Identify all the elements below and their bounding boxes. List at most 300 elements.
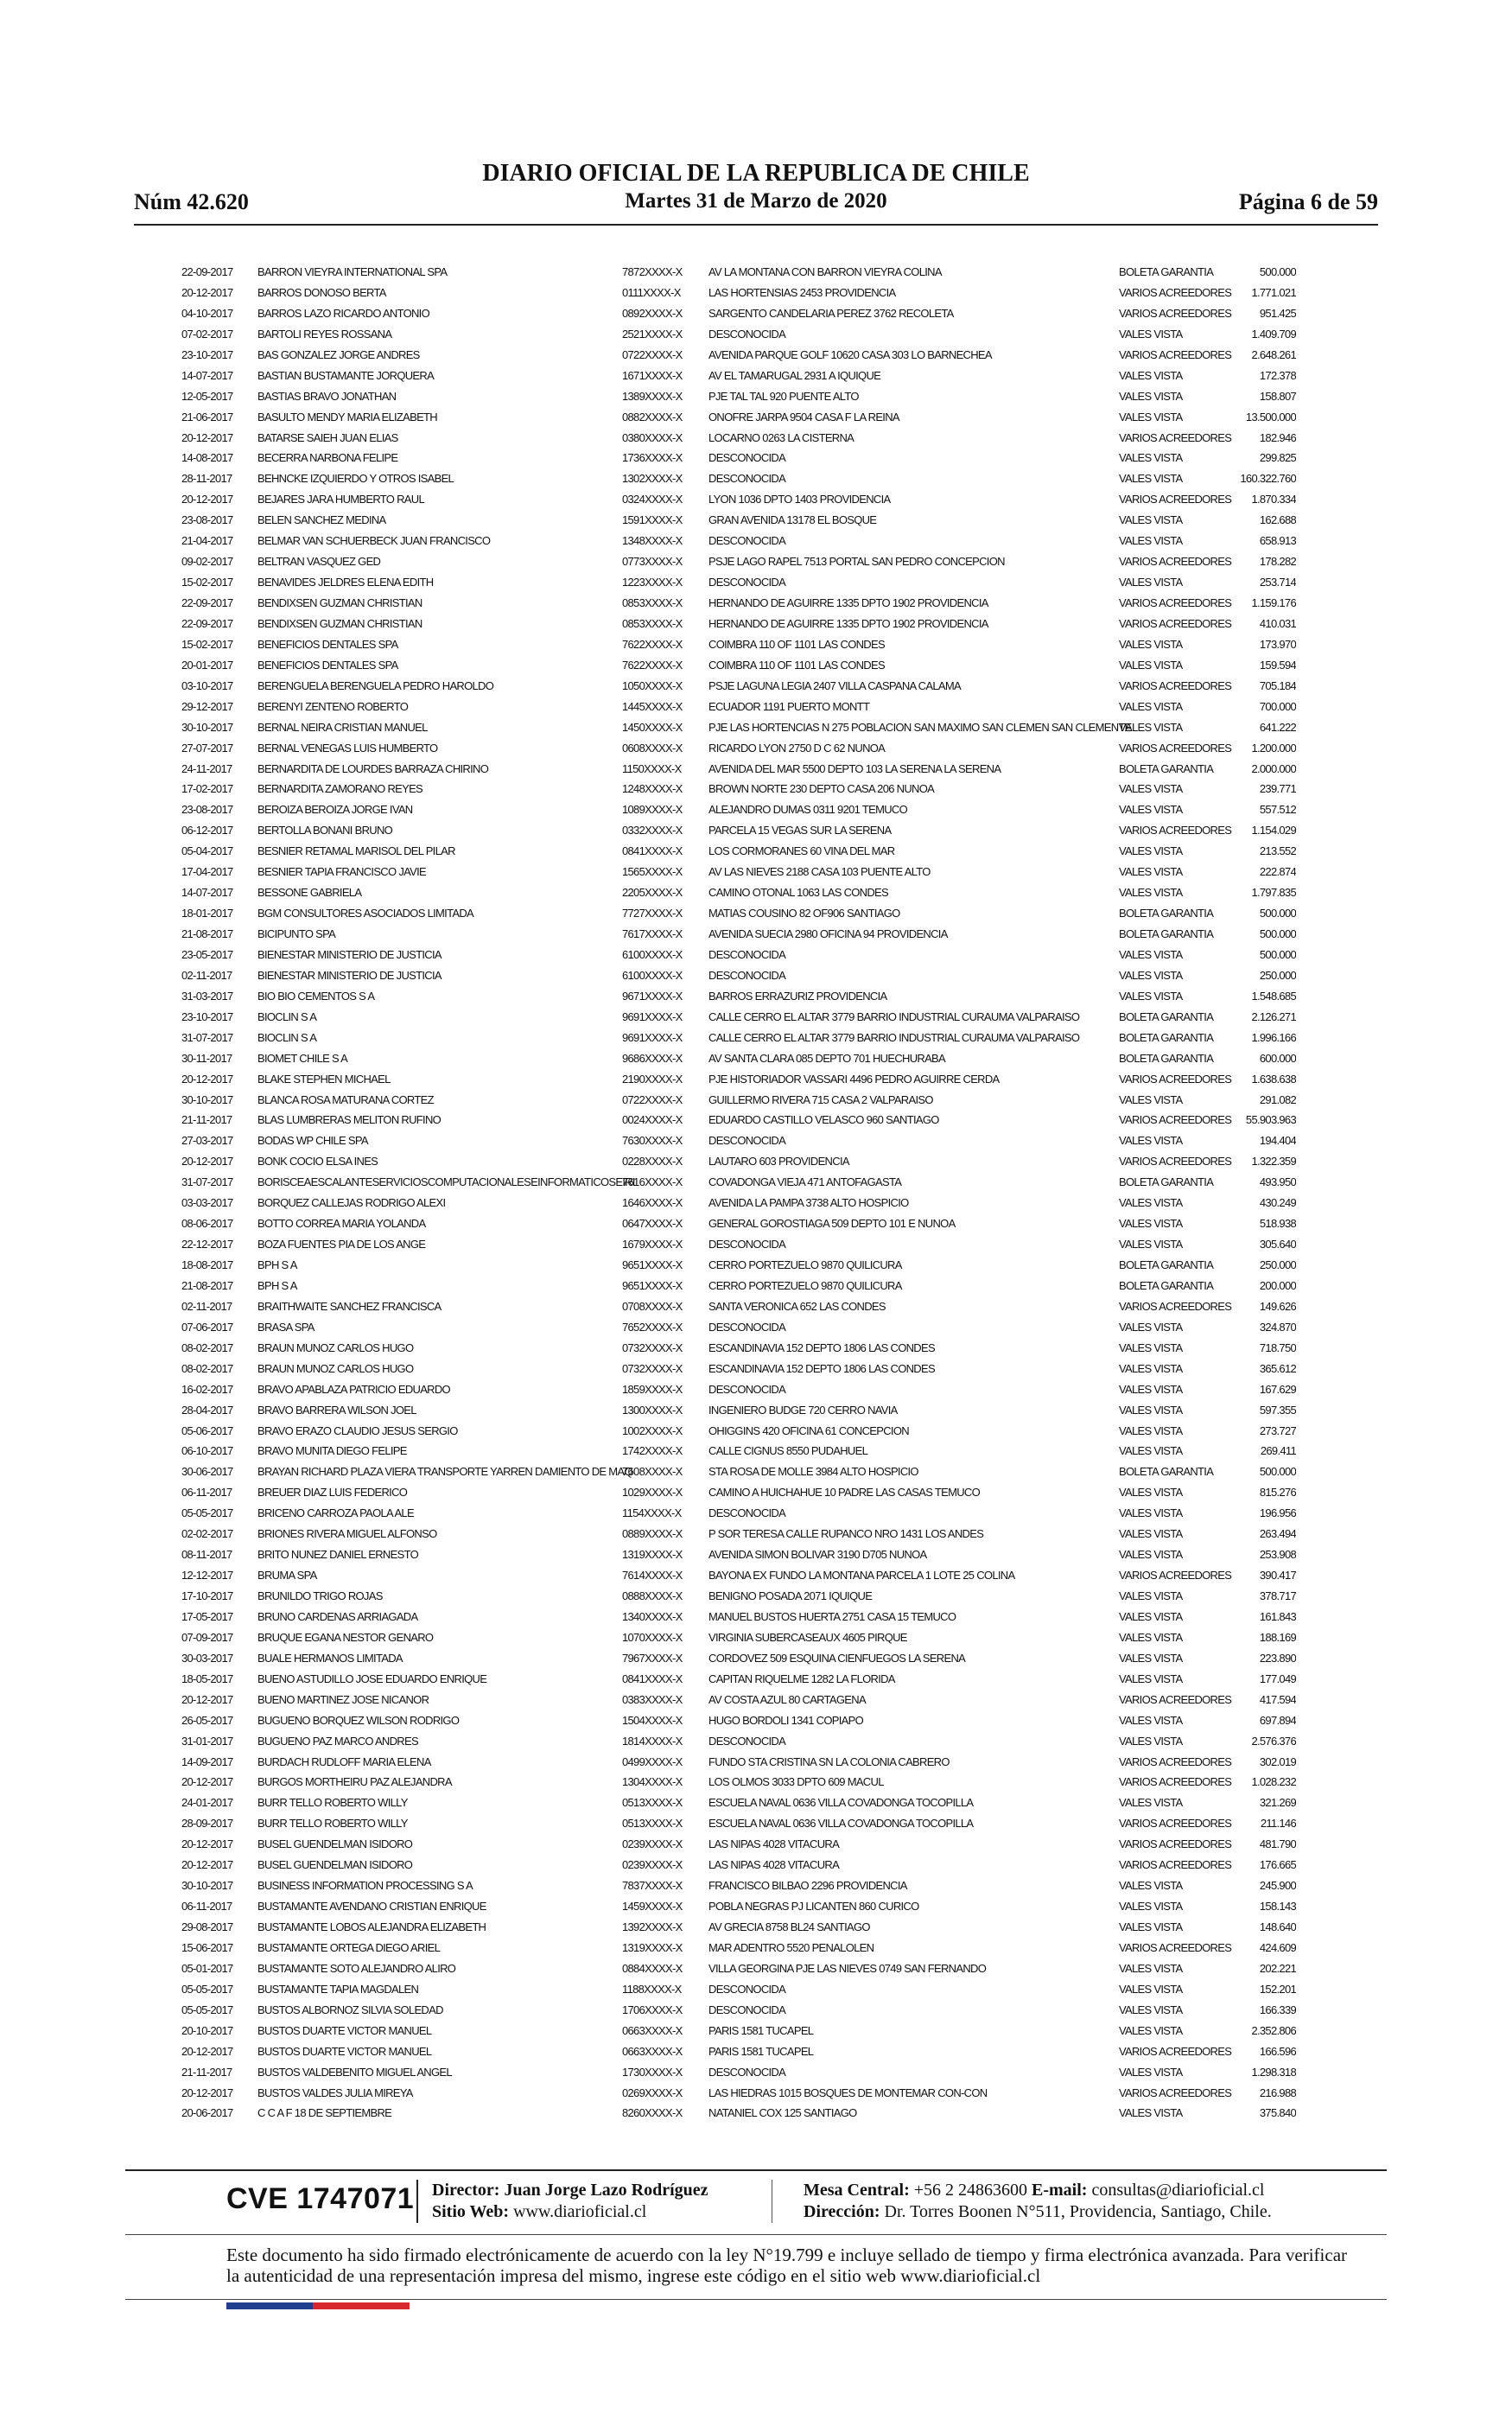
row-rut: 1304XXXX-X <box>622 1775 683 1789</box>
row-rut: 1814XXXX-X <box>622 1734 683 1748</box>
row-name: BIENESTAR MINISTERIO DE JUSTICIA <box>257 947 442 961</box>
row-date: 08-02-2017 <box>181 1341 233 1354</box>
row-address: LAS NIPAS 4028 VITACURA <box>708 1837 840 1851</box>
row-date: 23-08-2017 <box>181 803 233 817</box>
row-address: CAMINO A HUICHAHUE 10 PADRE LAS CASAS TEMUCO <box>708 1486 981 1500</box>
row-date: 20-12-2017 <box>181 1837 233 1851</box>
row-type: VALES VISTA <box>1119 1548 1183 1562</box>
row-type: VALES VISTA <box>1119 2023 1183 2037</box>
newspaper-title: DIARIO OFICIAL DE LA REPUBLICA DE CHILE <box>482 160 1030 187</box>
row-name: BGM CONSULTORES ASOCIADOS LIMITADA <box>257 907 473 920</box>
row-type: VALES VISTA <box>1119 1361 1183 1375</box>
row-name: BOZA FUENTES PIA DE LOS ANGE <box>257 1238 426 1251</box>
table-row <box>181 1793 1296 1813</box>
row-name: BESSONE GABRIELA <box>257 886 362 900</box>
row-address: LYON 1036 DPTO 1403 PROVIDENCIA <box>708 493 891 506</box>
row-type: VARIOS ACREEDORES <box>1119 1837 1232 1851</box>
row-type: VARIOS ACREEDORES <box>1119 1299 1232 1313</box>
row-address: PARIS 1581 TUCAPEL <box>708 2044 814 2058</box>
row-address: ALEJANDRO DUMAS 0311 9201 TEMUCO <box>708 803 907 817</box>
row-address: RICARDO LYON 2750 D C 62 NUNOA <box>708 741 886 755</box>
table-row <box>181 2041 1296 2062</box>
row-rut: 1730XXXX-X <box>622 2065 683 2079</box>
table-row <box>181 2021 1296 2041</box>
row-type: VARIOS ACREEDORES <box>1119 306 1232 320</box>
row-amount: 557.512 <box>1259 803 1296 817</box>
row-amount: 173.970 <box>1259 637 1296 651</box>
table-row <box>181 324 1296 345</box>
row-name: BODAS WP CHILE SPA <box>257 1134 368 1148</box>
table-row <box>181 1359 1296 1379</box>
row-rut: 1565XXXX-X <box>622 865 683 879</box>
table-row <box>181 1462 1296 1482</box>
row-rut: 7727XXXX-X <box>622 907 683 920</box>
row-rut: 0722XXXX-X <box>622 347 683 361</box>
row-date: 28-04-2017 <box>181 1403 233 1417</box>
row-name: BECERRA NARBONA FELIPE <box>257 451 398 465</box>
row-address: ONOFRE JARPA 9504 CASA F LA REINA <box>708 410 899 424</box>
row-address: COIMBRA 110 OF 1101 LAS CONDES <box>708 658 885 672</box>
email-label: E-mail: <box>1032 2181 1088 2200</box>
row-type: VARIOS ACREEDORES <box>1119 596 1232 609</box>
row-amount: 417.594 <box>1259 1692 1296 1706</box>
row-rut: 8260XXXX-X <box>622 2106 683 2120</box>
row-name: BUGUENO PAZ MARCO ANDRES <box>257 1734 418 1748</box>
row-type: VALES VISTA <box>1119 1527 1183 1541</box>
row-rut: 2205XXXX-X <box>622 886 683 900</box>
row-type: VALES VISTA <box>1119 1382 1183 1396</box>
row-rut: 0663XXXX-X <box>622 2044 683 2058</box>
row-address: DESCONOCIDA <box>708 968 786 982</box>
table-row <box>181 1151 1296 1172</box>
row-address: MANUEL BUSTOS HUERTA 2751 CASA 15 TEMUCO <box>708 1609 956 1623</box>
row-address: DESCONOCIDA <box>708 472 786 486</box>
row-type: VALES VISTA <box>1119 1961 1183 1975</box>
row-address: PARIS 1581 TUCAPEL <box>708 2023 814 2037</box>
row-amount: 172.378 <box>1259 368 1296 382</box>
row-rut: 7622XXXX-X <box>622 658 683 672</box>
row-type: VALES VISTA <box>1119 1672 1183 1685</box>
row-address: ESCUELA NAVAL 0636 VILLA COVADONGA TOCOPILLA <box>708 1796 974 1810</box>
row-rut: 0892XXXX-X <box>622 306 683 320</box>
row-name: BARTOLI REYES ROSSANA <box>257 327 392 341</box>
row-date: 21-06-2017 <box>181 410 233 424</box>
row-date: 27-07-2017 <box>181 741 233 755</box>
row-address: DESCONOCIDA <box>708 1506 786 1520</box>
row-address: SARGENTO CANDELARIA PEREZ 3762 RECOLETA <box>708 306 954 320</box>
table-row <box>181 1193 1296 1213</box>
row-address: DESCONOCIDA <box>708 451 786 465</box>
row-amount: 161.843 <box>1259 1609 1296 1623</box>
row-address: DESCONOCIDA <box>708 327 786 341</box>
row-name: BENEFICIOS DENTALES SPA <box>257 658 398 672</box>
row-date: 22-09-2017 <box>181 616 233 630</box>
row-rut: 1319XXXX-X <box>622 1940 683 1954</box>
row-address: AVENIDA SIMON BOLIVAR 3190 D705 NUNOA <box>708 1548 927 1562</box>
row-rut: 0513XXXX-X <box>622 1817 683 1831</box>
row-date: 08-11-2017 <box>181 1548 232 1562</box>
row-rut: 6100XXXX-X <box>622 968 683 982</box>
row-address: PARCELA 15 VEGAS SUR LA SERENA <box>708 824 892 837</box>
row-type: VARIOS ACREEDORES <box>1119 741 1232 755</box>
row-type: VARIOS ACREEDORES <box>1119 555 1232 569</box>
row-amount: 597.355 <box>1259 1403 1296 1417</box>
row-rut: 0663XXXX-X <box>622 2023 683 2037</box>
row-rut: 1248XXXX-X <box>622 782 683 796</box>
table-row <box>181 593 1296 614</box>
row-date: 12-05-2017 <box>181 389 233 403</box>
row-name: BURGOS MORTHEIRU PAZ ALEJANDRA <box>257 1775 452 1789</box>
row-amount: 390.417 <box>1259 1569 1296 1583</box>
row-rut: 0499XXXX-X <box>622 1754 683 1768</box>
row-amount: 302.019 <box>1259 1754 1296 1768</box>
table-row <box>181 572 1296 593</box>
site-link[interactable]: www.diarioficial.cl <box>513 2202 647 2221</box>
row-type: VALES VISTA <box>1119 1217 1183 1231</box>
row-rut: 1504XXXX-X <box>622 1713 683 1727</box>
row-rut: 7630XXXX-X <box>622 1134 683 1148</box>
row-rut: 9671XXXX-X <box>622 989 683 1003</box>
table-row <box>181 1813 1296 1834</box>
row-date: 12-12-2017 <box>181 1569 233 1583</box>
row-amount: 239.771 <box>1259 782 1296 796</box>
row-date: 30-11-2017 <box>181 1051 232 1065</box>
row-type: VALES VISTA <box>1119 1982 1183 1996</box>
row-rut: 1089XXXX-X <box>622 803 683 817</box>
table-row <box>181 1544 1296 1565</box>
row-date: 14-08-2017 <box>181 451 233 465</box>
table-row <box>181 1772 1296 1793</box>
row-amount: 223.890 <box>1259 1651 1296 1665</box>
row-amount: 600.000 <box>1259 1051 1296 1065</box>
row-address: MAR ADENTRO 5520 PENALOLEN <box>708 1940 874 1954</box>
row-rut: 7608XXXX-X <box>622 1465 683 1479</box>
table-row <box>181 531 1296 551</box>
row-type: VARIOS ACREEDORES <box>1119 2086 1232 2099</box>
row-date: 08-06-2017 <box>181 1217 233 1231</box>
row-amount: 55.903.963 <box>1245 1113 1296 1127</box>
row-amount: 273.727 <box>1259 1423 1296 1437</box>
row-amount: 202.221 <box>1259 1961 1296 1975</box>
row-name: BRUQUE EGANA NESTOR GENARO <box>257 1630 434 1644</box>
row-date: 18-01-2017 <box>181 907 233 920</box>
row-address: COVADONGA VIEJA 471 ANTOFAGASTA <box>708 1175 902 1189</box>
row-name: BUSINESS INFORMATION PROCESSING S A <box>257 1879 473 1893</box>
table-row <box>181 1669 1296 1690</box>
row-rut: 1002XXXX-X <box>622 1423 683 1437</box>
row-type: VARIOS ACREEDORES <box>1119 430 1232 444</box>
row-date: 05-04-2017 <box>181 844 233 858</box>
footer-top-divider <box>125 2169 1387 2171</box>
table-row <box>181 614 1296 634</box>
row-address: CAPITAN RIQUELME 1282 LA FLORIDA <box>708 1672 895 1685</box>
table-row <box>181 1172 1296 1193</box>
table-row <box>181 1565 1296 1586</box>
row-name: BRITO NUNEZ DANIEL ERNESTO <box>257 1548 418 1562</box>
row-name: BATARSE SAIEH JUAN ELIAS <box>257 430 398 444</box>
row-address: CERRO PORTEZUELO 9870 QUILICURA <box>708 1258 902 1271</box>
row-address: DESCONOCIDA <box>708 1134 786 1148</box>
row-address: LOCARNO 0263 LA CISTERNA <box>708 430 854 444</box>
table-row <box>181 1482 1296 1503</box>
footer-contact-block <box>804 2180 1272 2223</box>
row-amount: 1.996.166 <box>1251 1030 1296 1044</box>
row-name: BELMAR VAN SCHUERBECK JUAN FRANCISCO <box>257 534 491 548</box>
row-type: VALES VISTA <box>1119 1238 1183 1251</box>
row-name: BERNAL VENEGAS LUIS HUMBERTO <box>257 741 438 755</box>
row-address: SANTA VERONICA 652 LAS CONDES <box>708 1299 886 1313</box>
row-name: BURR TELLO ROBERTO WILLY <box>257 1817 408 1831</box>
row-rut: 1450XXXX-X <box>622 720 683 734</box>
table-row <box>181 1069 1296 1090</box>
row-amount: 167.629 <box>1259 1382 1296 1396</box>
row-rut: 1742XXXX-X <box>622 1444 683 1458</box>
row-date: 20-12-2017 <box>181 1072 233 1086</box>
issue-number: Núm 42.620 <box>134 189 249 214</box>
row-address: POBLA NEGRAS PJ LICANTEN 860 CURICO <box>708 1900 919 1914</box>
table-row <box>181 428 1296 449</box>
row-type: VALES VISTA <box>1119 1734 1183 1748</box>
row-rut: 1340XXXX-X <box>622 1609 683 1623</box>
row-type: VALES VISTA <box>1119 1630 1183 1644</box>
row-type: VALES VISTA <box>1119 1092 1183 1106</box>
row-name: BUSTOS VALDEBENITO MIGUEL ANGEL <box>257 2065 452 2079</box>
table-row <box>181 1979 1296 2000</box>
row-type: VALES VISTA <box>1119 1506 1183 1520</box>
row-type: VALES VISTA <box>1119 886 1183 900</box>
table-row <box>181 1524 1296 1544</box>
row-amount: 1.200.000 <box>1251 741 1296 755</box>
table-row <box>181 1296 1296 1317</box>
row-date: 22-12-2017 <box>181 1238 233 1251</box>
table-row <box>181 2103 1296 2124</box>
row-date: 28-11-2017 <box>181 472 232 486</box>
row-type: VALES VISTA <box>1119 2065 1183 2079</box>
row-date: 20-01-2017 <box>181 658 233 672</box>
row-rut: 0773XXXX-X <box>622 555 683 569</box>
row-date: 21-08-2017 <box>181 1278 233 1292</box>
row-type: BOLETA GARANTIA <box>1119 1278 1214 1292</box>
row-date: 17-10-2017 <box>181 1589 233 1602</box>
row-name: BENEFICIOS DENTALES SPA <box>257 637 398 651</box>
row-address: DESCONOCIDA <box>708 947 786 961</box>
row-date: 20-12-2017 <box>181 1775 233 1789</box>
row-amount: 378.717 <box>1259 1589 1296 1602</box>
row-address: AV EL TAMARUGAL 2931 A IQUIQUE <box>708 368 881 382</box>
table-row <box>181 551 1296 572</box>
row-address: DESCONOCIDA <box>708 2065 786 2079</box>
row-name: BURR TELLO ROBERTO WILLY <box>257 1796 408 1810</box>
row-type: VALES VISTA <box>1119 368 1183 382</box>
row-amount: 500.000 <box>1259 927 1296 940</box>
row-date: 04-10-2017 <box>181 306 233 320</box>
row-type: VALES VISTA <box>1119 989 1183 1003</box>
row-type: VALES VISTA <box>1119 472 1183 486</box>
row-date: 03-10-2017 <box>181 678 233 692</box>
row-name: BENAVIDES JELDRES ELENA EDITH <box>257 576 434 589</box>
row-type: VALES VISTA <box>1119 513 1183 527</box>
row-name: BUSTOS DUARTE VICTOR MANUEL <box>257 2044 432 2058</box>
row-date: 02-11-2017 <box>181 968 232 982</box>
row-amount: 1.028.232 <box>1251 1775 1296 1789</box>
row-amount: 424.609 <box>1259 1940 1296 1954</box>
row-address: VIRGINIA SUBERCASEAUX 4605 PIRQUE <box>708 1630 907 1644</box>
row-rut: 0269XXXX-X <box>622 2086 683 2099</box>
row-date: 31-07-2017 <box>181 1030 233 1044</box>
row-amount: 375.840 <box>1259 2106 1296 2120</box>
row-type: VARIOS ACREEDORES <box>1119 493 1232 506</box>
row-type: VALES VISTA <box>1119 1423 1183 1437</box>
row-name: BIOCLIN S A <box>257 1009 317 1023</box>
row-rut: 7617XXXX-X <box>622 927 683 940</box>
row-rut: 0853XXXX-X <box>622 596 683 609</box>
table-row <box>181 965 1296 986</box>
row-rut: 1445XXXX-X <box>622 699 683 713</box>
director-label: Director: <box>432 2181 500 2200</box>
row-date: 17-05-2017 <box>181 1609 233 1623</box>
row-date: 24-11-2017 <box>181 761 232 775</box>
row-name: BARROS DONOSO BERTA <box>257 285 386 299</box>
row-rut: 0841XXXX-X <box>622 844 683 858</box>
row-amount: 2.126.271 <box>1251 1009 1296 1023</box>
row-type: VARIOS ACREEDORES <box>1119 347 1232 361</box>
row-amount: 2.576.376 <box>1251 1734 1296 1748</box>
row-date: 07-09-2017 <box>181 1630 233 1644</box>
row-name: BRIONES RIVERA MIGUEL ALFONSO <box>257 1527 437 1541</box>
table-row <box>181 1007 1296 1028</box>
row-amount: 263.494 <box>1259 1527 1296 1541</box>
row-name: BRAITHWAITE SANCHEZ FRANCISCA <box>257 1299 442 1313</box>
row-date: 18-08-2017 <box>181 1258 233 1271</box>
row-date: 23-08-2017 <box>181 513 233 527</box>
row-name: BRICENO CARROZA PAOLA ALE <box>257 1506 414 1520</box>
table-row <box>181 924 1296 945</box>
row-rut: 0111XXXX-X <box>622 285 681 299</box>
table-row <box>181 2083 1296 2104</box>
row-rut: 0884XXXX-X <box>622 1961 683 1975</box>
table-row <box>181 799 1296 820</box>
row-date: 08-02-2017 <box>181 1361 233 1375</box>
row-date: 05-05-2017 <box>181 1506 233 1520</box>
row-address: PJE TAL TAL 920 PUENTE ALTO <box>708 389 859 403</box>
row-name: BUENO MARTINEZ JOSE NICANOR <box>257 1692 429 1706</box>
row-type: VALES VISTA <box>1119 699 1183 713</box>
row-amount: 299.825 <box>1259 451 1296 465</box>
table-row <box>181 1752 1296 1773</box>
row-rut: 1319XXXX-X <box>622 1548 683 1562</box>
table-row <box>181 1441 1296 1462</box>
row-type: BOLETA GARANTIA <box>1119 1009 1214 1023</box>
row-rut: 0608XXXX-X <box>622 741 683 755</box>
row-date: 15-06-2017 <box>181 1940 233 1954</box>
row-amount: 253.714 <box>1259 576 1296 589</box>
row-address: BENIGNO POSADA 2071 IQUIQUE <box>708 1589 873 1602</box>
row-amount: 162.688 <box>1259 513 1296 527</box>
row-rut: 1188XXXX-X <box>622 1982 682 1996</box>
row-type: VALES VISTA <box>1119 947 1183 961</box>
row-rut: 7652XXXX-X <box>622 1320 683 1334</box>
row-amount: 430.249 <box>1259 1196 1296 1210</box>
address-text: Dr. Torres Boonen N°511, Providencia, Santiago, Chile. <box>884 2202 1272 2221</box>
row-rut: 2190XXXX-X <box>622 1072 683 1086</box>
row-rut: 0882XXXX-X <box>622 410 683 424</box>
row-date: 21-11-2017 <box>181 1113 232 1127</box>
row-rut: 9691XXXX-X <box>622 1030 683 1044</box>
row-address: CALLE CERRO EL ALTAR 3779 BARRIO INDUSTRIAL CURAUMA VALPARAISO <box>708 1030 1080 1044</box>
row-date: 27-03-2017 <box>181 1134 233 1148</box>
row-rut: 9651XXXX-X <box>622 1278 683 1292</box>
row-date: 30-03-2017 <box>181 1651 233 1665</box>
row-address: FUNDO STA CRISTINA SN LA COLONIA CABRERO <box>708 1754 950 1768</box>
row-date: 09-02-2017 <box>181 555 233 569</box>
row-date: 23-05-2017 <box>181 947 233 961</box>
row-rut: 0889XXXX-X <box>622 1527 683 1541</box>
row-type: VARIOS ACREEDORES <box>1119 1569 1232 1583</box>
row-rut: 0228XXXX-X <box>622 1155 683 1169</box>
row-type: VARIOS ACREEDORES <box>1119 1775 1232 1789</box>
row-date: 21-08-2017 <box>181 927 233 940</box>
row-amount: 250.000 <box>1259 1258 1296 1271</box>
row-date: 06-12-2017 <box>181 824 233 837</box>
row-type: BOLETA GARANTIA <box>1119 265 1214 278</box>
row-name: BIO BIO CEMENTOS S A <box>257 989 375 1003</box>
row-rut: 0324XXXX-X <box>622 493 683 506</box>
row-name: BUSTAMANTE LOBOS ALEJANDRA ELIZABETH <box>257 1920 486 1933</box>
row-type: VARIOS ACREEDORES <box>1119 1072 1232 1086</box>
row-rut: 0024XXXX-X <box>622 1113 683 1127</box>
row-name: BURDACH RUDLOFF MARIA ELENA <box>257 1754 431 1768</box>
row-amount: 177.049 <box>1259 1672 1296 1685</box>
row-type: BOLETA GARANTIA <box>1119 1258 1214 1271</box>
row-address: AV SANTA CLARA 085 DEPTO 701 HUECHURABA <box>708 1051 945 1065</box>
row-amount: 250.000 <box>1259 968 1296 982</box>
table-row <box>181 1317 1296 1338</box>
row-amount: 493.950 <box>1259 1175 1296 1189</box>
row-rut: 0383XXXX-X <box>622 1692 683 1706</box>
row-name: BRAYAN RICHARD PLAZA VIERA TRANSPORTE YARREN DAMIENTO DE MAQ <box>257 1465 632 1479</box>
row-amount: 951.425 <box>1259 306 1296 320</box>
table-row <box>181 1234 1296 1255</box>
row-name: BAS GONZALEZ JORGE ANDRES <box>257 347 420 361</box>
row-address: CALLE CIGNUS 8550 PUDAHUEL <box>708 1444 868 1458</box>
row-type: VALES VISTA <box>1119 637 1183 651</box>
row-date: 05-05-2017 <box>181 2003 233 2016</box>
row-date: 16-02-2017 <box>181 1382 233 1396</box>
table-row <box>181 510 1296 531</box>
row-amount: 815.276 <box>1259 1486 1296 1500</box>
row-name: BRAVO APABLAZA PATRICIO EDUARDO <box>257 1382 450 1396</box>
table-row <box>181 1379 1296 1400</box>
row-name: BLAKE STEPHEN MICHAEL <box>257 1072 391 1086</box>
row-address: PSJE LAGUNA LEGIA 2407 VILLA CASPANA CALAMA <box>708 678 961 692</box>
row-name: BUSTOS VALDES JULIA MIREYA <box>257 2086 413 2099</box>
row-type: VARIOS ACREEDORES <box>1119 1692 1232 1706</box>
row-date: 31-07-2017 <box>181 1175 233 1189</box>
row-amount: 291.082 <box>1259 1092 1296 1106</box>
row-amount: 152.201 <box>1259 1982 1296 1996</box>
table-row <box>181 262 1296 283</box>
email-link[interactable]: consultas@diarioficial.cl <box>1091 2181 1265 2200</box>
row-rut: 1736XXXX-X <box>622 451 683 465</box>
row-type: VALES VISTA <box>1119 1796 1183 1810</box>
row-amount: 658.913 <box>1259 534 1296 548</box>
row-type: VALES VISTA <box>1119 1651 1183 1665</box>
row-address: LAS HORTENSIAS 2453 PROVIDENCIA <box>708 285 896 299</box>
row-name: BELEN SANCHEZ MEDINA <box>257 513 386 527</box>
row-amount: 245.900 <box>1259 1879 1296 1893</box>
row-name: BENDIXSEN GUZMAN CHRISTIAN <box>257 616 422 630</box>
row-amount: 500.000 <box>1259 1465 1296 1479</box>
